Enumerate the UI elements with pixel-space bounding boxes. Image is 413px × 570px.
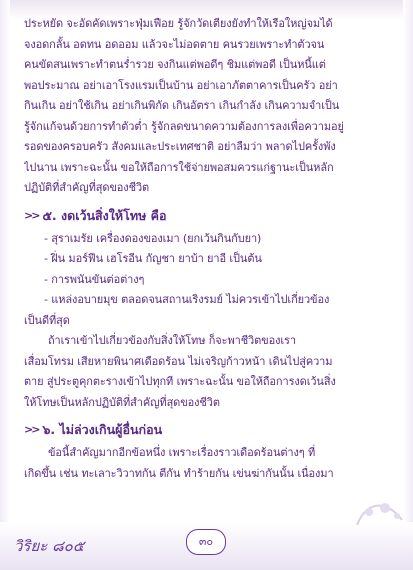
list-item: - การพนันขันต่อต่างๆ	[44, 272, 145, 286]
arrow-icon: >>	[24, 423, 39, 436]
paragraph-harm	[24, 331, 392, 413]
arrow-icon: >>	[24, 208, 39, 222]
text-line: จงอดกลั้น อดทน อดออม แล้วจะไม่อดตาย คนรวยเพราะทำตัวจน	[24, 37, 325, 51]
text-line: ตาย สู่ประตูคุกตะรางเข้าไปทุกที เพราะฉะนั้น ขอให้ถือการงดเว้นสิ่ง	[24, 375, 336, 388]
text-line: เสื่อมโทรม เสียหายพินาศเดือดร้อน ไม่เจริญก้าวหน้า เดินไปสู่ความ	[24, 354, 333, 368]
list-item: - ฝิ่น มอร์ฟีน เฮโรอีน กัญชา ยาบ้า ยาอี เป็นต้น	[44, 252, 262, 265]
text-line: คนขัดสนเพราะทำตนร่ำรวย จงกินแต่พอดีๆ ชิมแต่พอดี เป็นหนี้แต่	[24, 58, 326, 71]
section-heading-5	[24, 203, 392, 229]
page-border-right	[403, 0, 413, 570]
page-border-left	[0, 0, 10, 570]
list-item: - สุราเมรัย เครื่องดองของเมา (ยกเว้นกินกับยา)	[44, 231, 262, 245]
text-line: ข้อนี้สำคัญมากอีกข้อหนึ่ง เพราะเรื่องราวเดือดร้อนต่างๆ ที่	[48, 446, 316, 459]
text-line: ให้โทษเป็นหลักปฏิบัติที่สำคัญที่สุดของชีวิต	[24, 395, 220, 409]
text-line: เกิดขึ้น เช่น ทะเลาะวิวาทกัน ตีกัน ทำร้ายกัน เข่นฆ่ากันนั้น เนื่องมา	[24, 466, 334, 480]
page-number: ๓๐	[186, 529, 226, 555]
heading-text: ๕. งดเว้นสิ่งให้โทษ คือ	[42, 207, 167, 223]
floral-ornament-icon	[347, 490, 407, 530]
text-line: ไปนาน เพราะฉะนั้น ขอให้ถือการใช้จ่ายพอสมควรแก่ฐานะเป็นหลัก	[24, 160, 334, 174]
page-content	[24, 14, 392, 484]
text-line: ปฏิบัติที่สำคัญที่สุดของชีวิต	[24, 181, 150, 194]
text-line: รอดของครอบครัว สังคมและประเทศชาติ อย่าลืมว่า พลาดไปครั้งพัง	[24, 140, 336, 153]
text-line: ประหยัด จะอัดคัดเพราะฟุ่มเฟือย รู้จักวัดเตียงยังทำให้เรือใหญ่จมได้	[24, 17, 333, 30]
paragraph-offend	[24, 443, 392, 484]
paragraph-savings	[24, 14, 392, 199]
section-heading-6	[24, 417, 392, 443]
list-item-continuation: เป็นดีที่สุด	[24, 313, 70, 327]
list-item: - แหล่งอบายมุข ตลอดจนสถานเริงรมย์ ไม่ควรเข้าไปเกี่ยวข้อง	[44, 293, 330, 306]
text-line: กินเกิน อย่าใช้เกิน อย่าเกินพิกัด เกินอัตรา เกินกำลัง เกินความจำเป็น	[24, 99, 340, 112]
text-line: พอประมาณ อย่าเอาโรงแรมเป็นบ้าน อย่าเอาภัตตาคารเป็นครัว อย่า	[24, 78, 338, 92]
footer-signature: วิริยะ ๘๐๕	[14, 537, 85, 555]
heading-text: ๖. ไม่ล่วงเกินผู้อื่นก่อน	[42, 422, 163, 437]
text-line: ถ้าเราเข้าไปเกี่ยวข้องกับสิ่งให้โทษ ก็จะพาชีวิตของเรา	[48, 334, 296, 347]
bullet-list	[24, 229, 392, 332]
text-line: รู้จักแก้จนด้วยการทำตัวต่ำ รู้จักลดขนาดความต้องการลงเพื่อความอยู่	[24, 119, 344, 133]
